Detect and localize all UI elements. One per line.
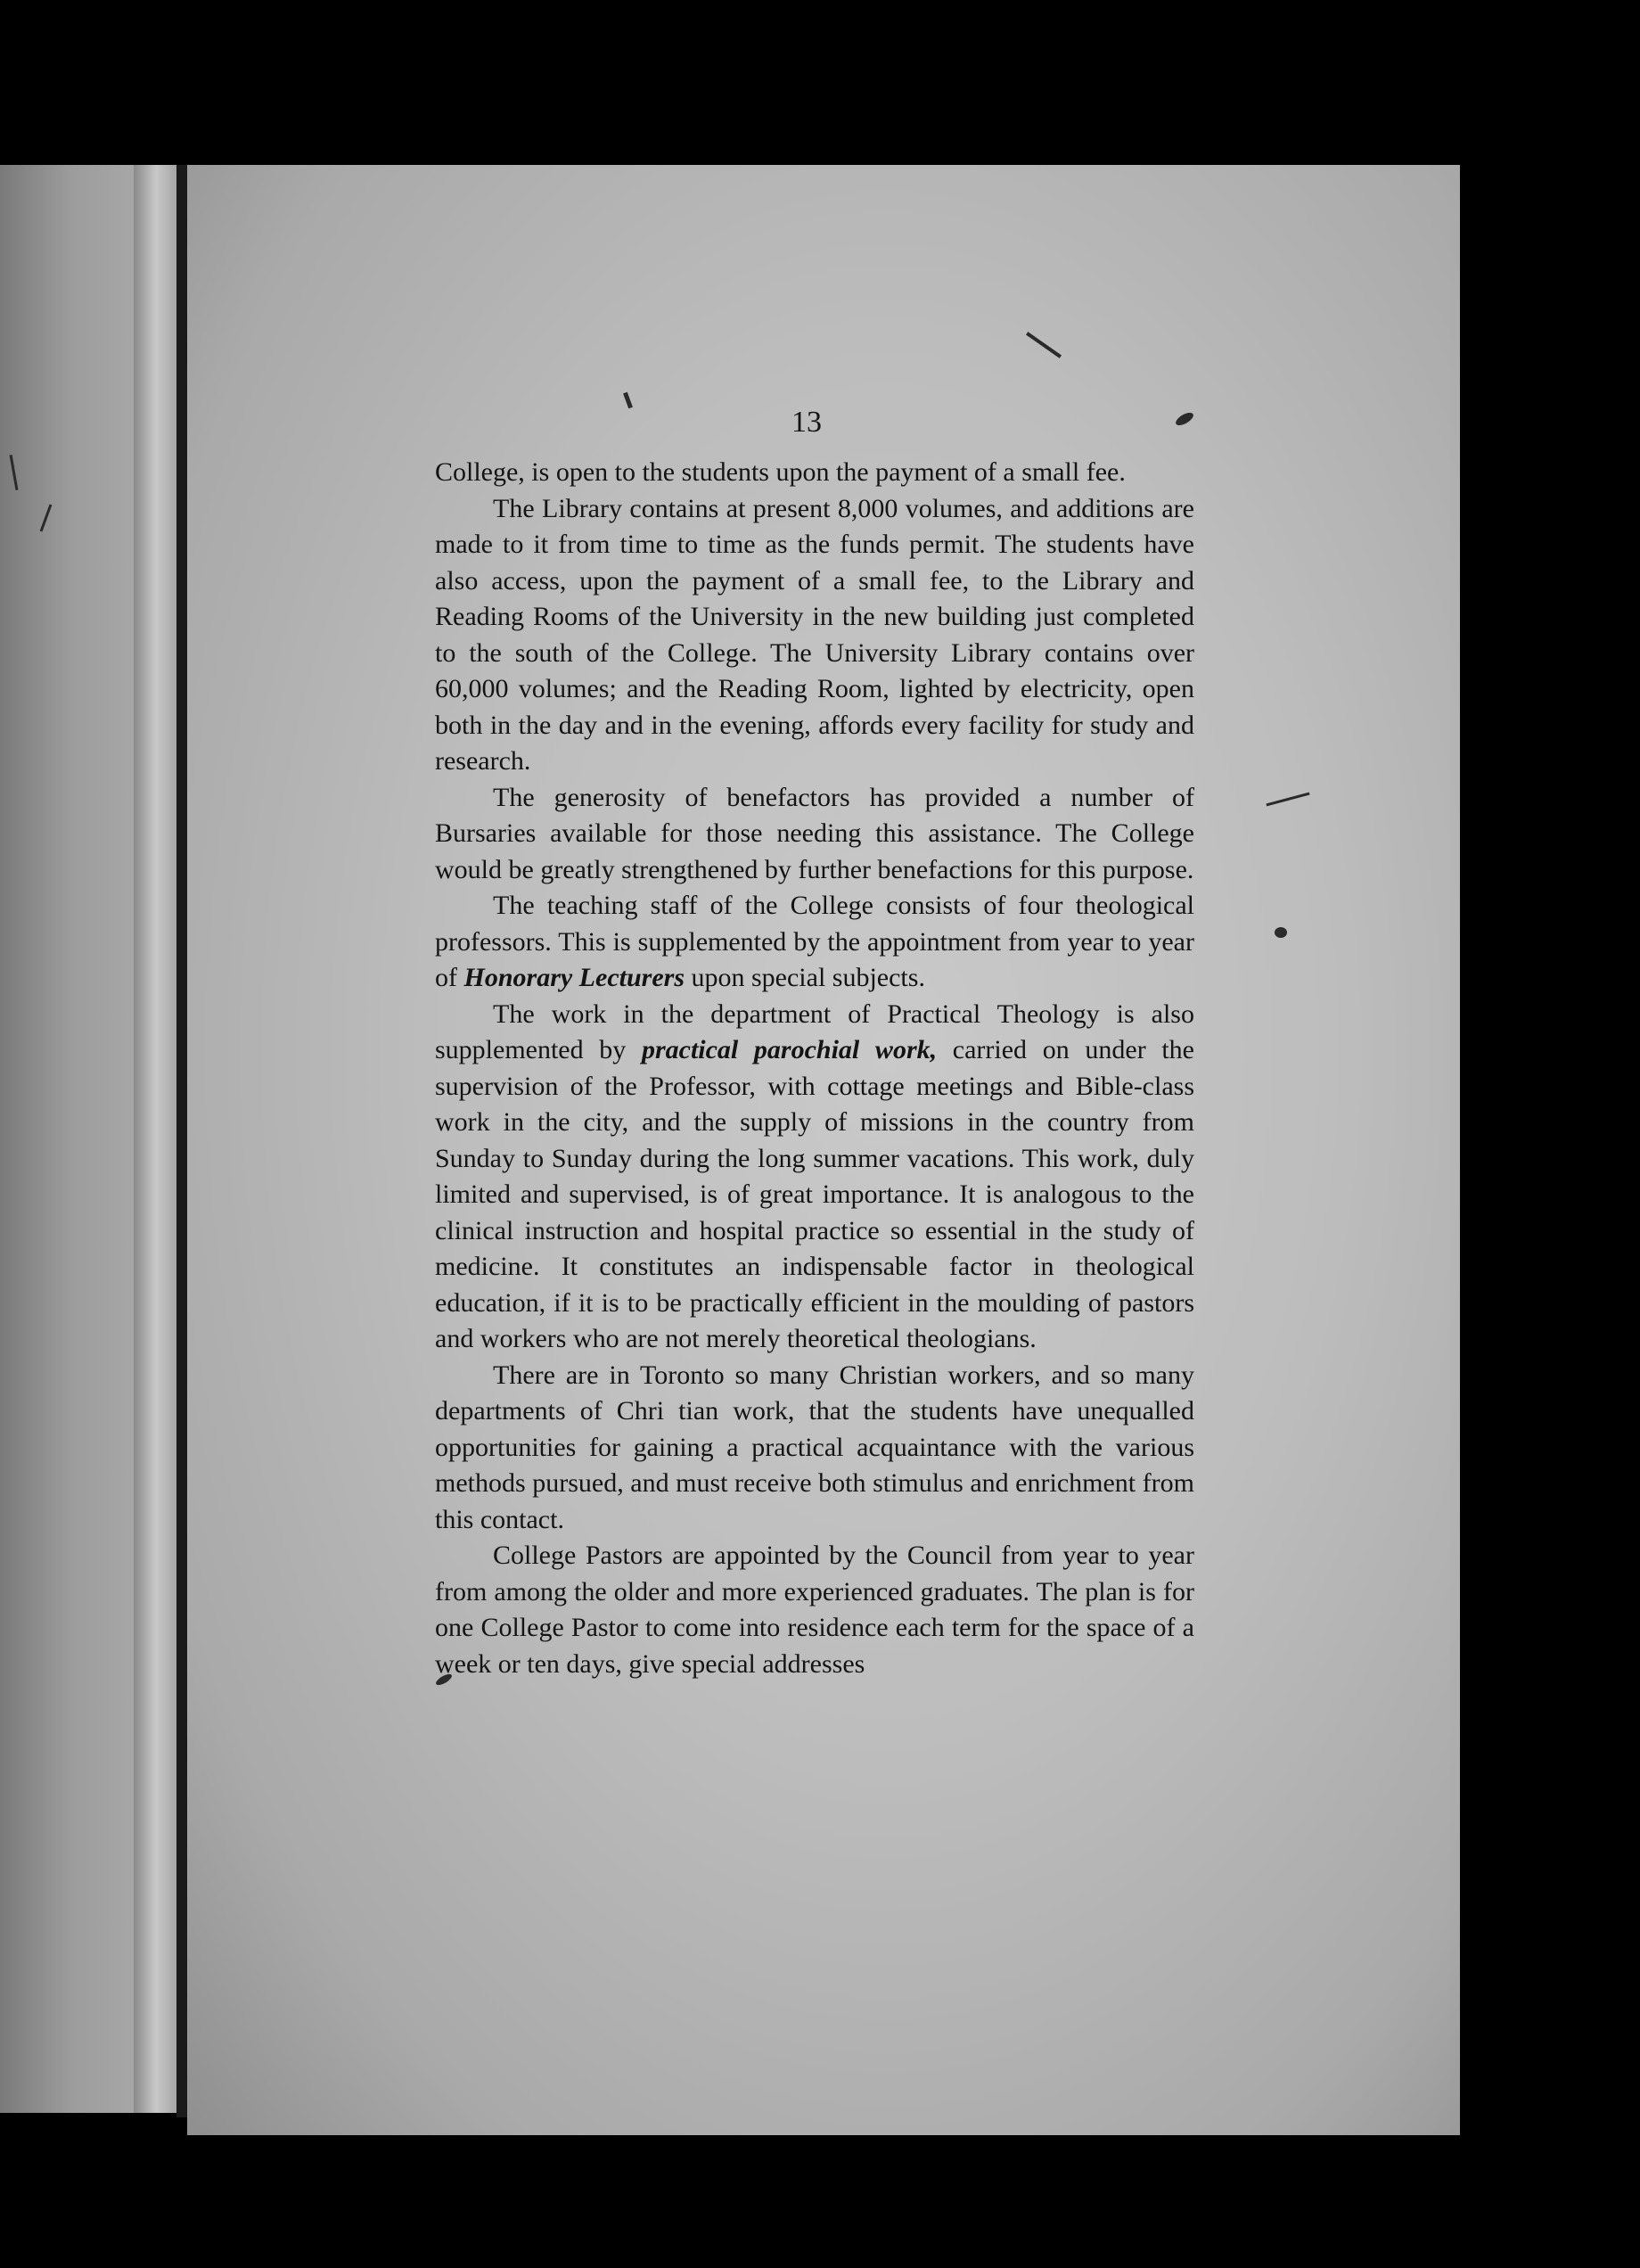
page-number: 13 xyxy=(791,406,822,439)
practical-theology-text-end: carried on under the supervision of the Professor, with cottage meetings and Bible-class work in the city, and the supply of missions in the country from Sunday to Sunday during the long summer vacations. This work, duly limited and supervised, is of great importance. It is analogous to the clinical instruction and hospital practice so essential in the study of medicine. It constitutes an indispensable factor in theological education, if it is to be practically efficient in the moulding of pastors and workers who are not merely theoretical theologians. xyxy=(435,1035,1194,1353)
paragraph-college-pastors: College Pastors are appointed by the Council from year to year from among the older and more experienced graduates. The plan is for one College Pastor to come into residence each term for the space of a week or ten days, give special addresses xyxy=(435,1541,1194,1679)
page-edge xyxy=(176,165,187,2117)
paragraph-teaching-staff xyxy=(435,888,1194,997)
practical-theology-text-start: The work in the department of Practical Theology is also supplemented by xyxy=(435,998,1194,1064)
teaching-staff-text-start: The teaching staff of the College consists of four theological professors. This is supplemented by the appointment from year to year of xyxy=(435,891,1194,992)
parochial-work-emphasis: practical parochial work, xyxy=(641,1035,938,1064)
paragraph-practical-theology xyxy=(435,997,1194,1358)
scan-speck xyxy=(1275,927,1287,938)
honorary-lecturers-emphasis: Honorary Lecturers xyxy=(463,963,685,992)
paragraph-library: The Library contains at present 8,000 volumes, and additions are made to it from time to time as the funds permit. The students have also access, upon the payment of a small fee, to the Library and Reading Rooms of the University in the new building just completed to the south of the College. The University Library contains over 60,000 volumes; and the Reading Room, lighted by electricity, open both in the day and in the evening, affords every facility for study and research. xyxy=(435,493,1194,776)
teaching-staff-text-end: upon special subjects. xyxy=(685,963,925,992)
paragraph-bursaries: The generosity of benefactors has provided a number of Bursaries available for those needing this assistance. The College would be greatly strengthened by further benefactions for this purpose. xyxy=(435,782,1194,884)
paragraph-library-fee: College, is open to the students upon the payment of a small fee. xyxy=(435,457,1126,487)
paragraph-toronto-workers: There are in Toronto so many Christian workers, and so many departments of Chri tian work, that the students have unequalled opportunities for gaining a practical acquaintance with the various methods pursued, and must receive both stimulus and enrichment from this contact. xyxy=(435,1360,1194,1534)
body-text xyxy=(435,455,1194,1682)
